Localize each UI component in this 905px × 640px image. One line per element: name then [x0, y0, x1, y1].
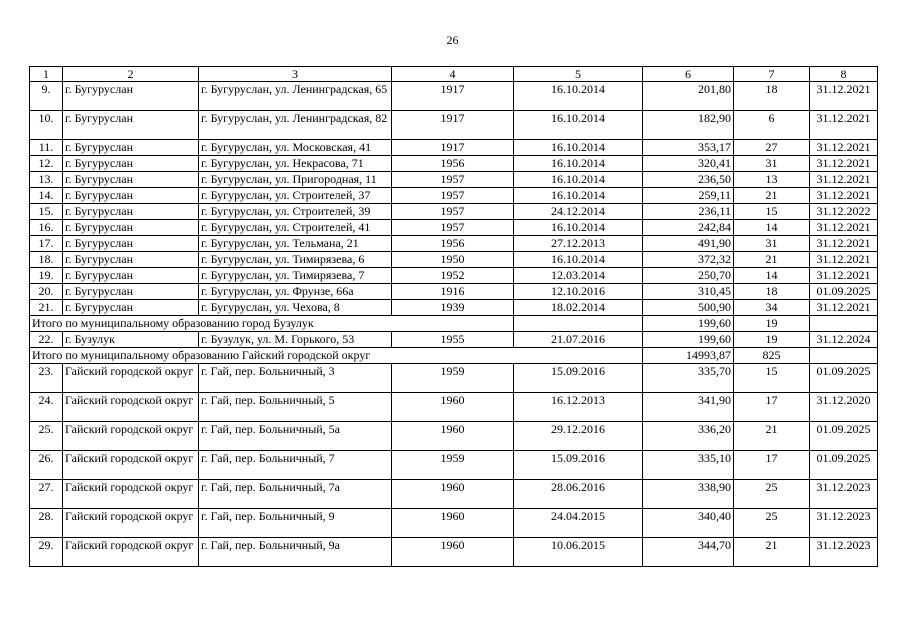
page-number: 26 [446, 33, 459, 47]
address-cell: г. Гай, пер. Больничный, 5а [199, 422, 392, 451]
date-cell: 24.12.2014 [514, 204, 643, 220]
date-cell: 16.10.2014 [514, 172, 643, 188]
people-cell: 17 [734, 451, 810, 480]
address-cell: г. Гай, пер. Больничный, 9 [199, 509, 392, 538]
column-header: 1 [30, 67, 63, 82]
deadline-cell: 31.12.2023 [810, 509, 878, 538]
subtotal-area: 199,60 [643, 316, 734, 332]
table-row [30, 284, 878, 300]
year-cell: 1960 [392, 422, 514, 451]
row-number: 19. [30, 268, 63, 284]
municipality-cell: г. Бугуруслан [63, 172, 199, 188]
deadline-cell: 31.12.2021 [810, 220, 878, 236]
date-cell: 16.10.2014 [514, 140, 643, 156]
area-cell: 338,90 [643, 480, 734, 509]
address-cell: г. Бугуруслан, ул. Строителей, 39 [199, 204, 392, 220]
deadline-cell: 31.12.2021 [810, 188, 878, 204]
date-cell: 28.06.2016 [514, 480, 643, 509]
area-cell: 310,45 [643, 284, 734, 300]
deadline-cell: 31.12.2023 [810, 538, 878, 567]
deadline-cell: 01.09.2025 [810, 364, 878, 393]
people-cell: 19 [734, 332, 810, 348]
year-cell: 1917 [392, 82, 514, 111]
column-header: 2 [63, 67, 199, 82]
address-cell: г. Бугуруслан, ул. Тимирязева, 6 [199, 252, 392, 268]
row-number: 12. [30, 156, 63, 172]
address-cell: г. Бугуруслан, ул. Ленинградская, 82 [199, 111, 392, 140]
table-row [30, 156, 878, 172]
deadline-cell: 31.12.2021 [810, 236, 878, 252]
people-cell: 15 [734, 364, 810, 393]
area-cell: 236,50 [643, 172, 734, 188]
year-cell: 1956 [392, 156, 514, 172]
subtotal-area: 14993,87 [643, 348, 734, 364]
row-number: 27. [30, 480, 63, 509]
address-cell: г. Гай, пер. Больничный, 7 [199, 451, 392, 480]
people-cell: 21 [734, 538, 810, 567]
area-cell: 341,90 [643, 393, 734, 422]
address-cell: г. Бугуруслан, ул. Строителей, 41 [199, 220, 392, 236]
row-number: 22. [30, 332, 63, 348]
year-cell: 1916 [392, 284, 514, 300]
year-cell: 1959 [392, 451, 514, 480]
date-cell: 12.03.2014 [514, 268, 643, 284]
address-cell: г. Гай, пер. Больничный, 7а [199, 480, 392, 509]
municipality-cell: г. Бугуруслан [63, 268, 199, 284]
column-header: 8 [810, 67, 878, 82]
year-cell: 1957 [392, 172, 514, 188]
year-cell: 1917 [392, 111, 514, 140]
address-cell: г. Бугуруслан, ул. Пригородная, 11 [199, 172, 392, 188]
address-cell: г. Бугуруслан, ул. Тельмана, 21 [199, 236, 392, 252]
table-row [30, 538, 878, 567]
year-cell: 1960 [392, 509, 514, 538]
deadline-cell: 31.12.2021 [810, 82, 878, 111]
table-row [30, 172, 878, 188]
municipality-cell: Гайский городской округ [63, 480, 199, 509]
deadline-cell: 31.12.2021 [810, 172, 878, 188]
people-cell: 13 [734, 172, 810, 188]
table-body [30, 67, 878, 567]
deadline-cell: 01.09.2025 [810, 451, 878, 480]
people-cell: 21 [734, 422, 810, 451]
address-cell: г. Бугуруслан, ул. Строителей, 37 [199, 188, 392, 204]
row-number: 21. [30, 300, 63, 316]
subtotal-row [30, 348, 878, 364]
area-cell: 344,70 [643, 538, 734, 567]
row-number: 14. [30, 188, 63, 204]
subtotal-people: 825 [734, 348, 810, 364]
municipality-cell: г. Бугуруслан [63, 252, 199, 268]
municipality-cell: г. Бугуруслан [63, 300, 199, 316]
empty-cell [810, 348, 878, 364]
people-cell: 21 [734, 188, 810, 204]
housing-registry-table [29, 66, 878, 567]
municipality-cell: г. Бугуруслан [63, 82, 199, 111]
table-row [30, 188, 878, 204]
area-cell: 259,11 [643, 188, 734, 204]
area-cell: 182,90 [643, 111, 734, 140]
date-cell: 16.12.2013 [514, 393, 643, 422]
row-number: 24. [30, 393, 63, 422]
area-cell: 250,70 [643, 268, 734, 284]
table-row [30, 364, 878, 393]
row-number: 16. [30, 220, 63, 236]
table-row [30, 252, 878, 268]
people-cell: 18 [734, 82, 810, 111]
date-cell: 16.10.2014 [514, 156, 643, 172]
empty-cell [514, 316, 643, 332]
year-cell: 1952 [392, 268, 514, 284]
municipality-cell: Гайский городской округ [63, 364, 199, 393]
table-row [30, 268, 878, 284]
address-cell: г. Бузулук, ул. М. Горького, 53 [199, 332, 392, 348]
date-cell: 15.09.2016 [514, 364, 643, 393]
address-cell: г. Гай, пер. Больничный, 9а [199, 538, 392, 567]
date-cell: 16.10.2014 [514, 252, 643, 268]
table-row [30, 220, 878, 236]
year-cell: 1950 [392, 252, 514, 268]
row-number: 17. [30, 236, 63, 252]
area-cell: 336,20 [643, 422, 734, 451]
year-cell: 1917 [392, 140, 514, 156]
date-cell: 21.07.2016 [514, 332, 643, 348]
municipality-cell: Гайский городской округ [63, 509, 199, 538]
people-cell: 17 [734, 393, 810, 422]
table-row [30, 236, 878, 252]
year-cell: 1955 [392, 332, 514, 348]
row-number: 26. [30, 451, 63, 480]
address-cell: г. Бугуруслан, ул. Московская, 41 [199, 140, 392, 156]
area-cell: 236,11 [643, 204, 734, 220]
year-cell: 1956 [392, 236, 514, 252]
deadline-cell: 31.12.2021 [810, 156, 878, 172]
date-cell: 15.09.2016 [514, 451, 643, 480]
column-header: 7 [734, 67, 810, 82]
municipality-cell: г. Бугуруслан [63, 284, 199, 300]
area-cell: 372,32 [643, 252, 734, 268]
table-row [30, 509, 878, 538]
municipality-cell: Гайский городской округ [63, 393, 199, 422]
deadline-cell: 31.12.2021 [810, 140, 878, 156]
people-cell: 6 [734, 111, 810, 140]
row-number: 11. [30, 140, 63, 156]
deadline-cell: 31.12.2021 [810, 111, 878, 140]
people-cell: 25 [734, 480, 810, 509]
column-header: 4 [392, 67, 514, 82]
area-cell: 340,40 [643, 509, 734, 538]
deadline-cell: 31.12.2021 [810, 300, 878, 316]
date-cell: 24.04.2015 [514, 509, 643, 538]
people-cell: 25 [734, 509, 810, 538]
subtotal-people: 19 [734, 316, 810, 332]
subtotal-label: Итого по муниципальному образованию город Бузулук [30, 316, 514, 332]
address-cell: г. Бугуруслан, ул. Чехова, 8 [199, 300, 392, 316]
area-cell: 201,80 [643, 82, 734, 111]
deadline-cell: 31.12.2024 [810, 332, 878, 348]
municipality-cell: г. Бугуруслан [63, 156, 199, 172]
address-cell: г. Бугуруслан, ул. Фрунзе, 66а [199, 284, 392, 300]
row-number: 29. [30, 538, 63, 567]
deadline-cell: 31.12.2021 [810, 252, 878, 268]
address-cell: г. Гай, пер. Больничный, 5 [199, 393, 392, 422]
municipality-cell: г. Бугуруслан [63, 188, 199, 204]
table-row [30, 393, 878, 422]
people-cell: 21 [734, 252, 810, 268]
area-cell: 320,41 [643, 156, 734, 172]
row-number: 28. [30, 509, 63, 538]
date-cell: 12.10.2016 [514, 284, 643, 300]
people-cell: 34 [734, 300, 810, 316]
table-row [30, 451, 878, 480]
date-cell: 16.10.2014 [514, 188, 643, 204]
row-number: 25. [30, 422, 63, 451]
year-cell: 1957 [392, 188, 514, 204]
empty-cell [810, 316, 878, 332]
address-cell: г. Бугуруслан, ул. Ленинградская, 65 [199, 82, 392, 111]
deadline-cell: 01.09.2025 [810, 284, 878, 300]
municipality-cell: г. Бугуруслан [63, 204, 199, 220]
table-row [30, 480, 878, 509]
address-cell: г. Бугуруслан, ул. Тимирязева, 7 [199, 268, 392, 284]
municipality-cell: г. Бугуруслан [63, 140, 199, 156]
column-header: 5 [514, 67, 643, 82]
municipality-cell: г. Бугуруслан [63, 220, 199, 236]
area-cell: 500,90 [643, 300, 734, 316]
deadline-cell: 31.12.2023 [810, 480, 878, 509]
deadline-cell: 31.12.2022 [810, 204, 878, 220]
table-row [30, 422, 878, 451]
subtotal-row [30, 316, 878, 332]
date-cell: 10.06.2015 [514, 538, 643, 567]
date-cell: 16.10.2014 [514, 111, 643, 140]
table-row [30, 111, 878, 140]
row-number: 18. [30, 252, 63, 268]
people-cell: 18 [734, 284, 810, 300]
year-cell: 1957 [392, 204, 514, 220]
municipality-cell: Гайский городской округ [63, 422, 199, 451]
people-cell: 14 [734, 268, 810, 284]
column-number-row [30, 67, 878, 82]
year-cell: 1959 [392, 364, 514, 393]
row-number: 23. [30, 364, 63, 393]
people-cell: 31 [734, 236, 810, 252]
area-cell: 491,90 [643, 236, 734, 252]
municipality-cell: г. Бугуруслан [63, 111, 199, 140]
year-cell: 1939 [392, 300, 514, 316]
year-cell: 1957 [392, 220, 514, 236]
area-cell: 353,17 [643, 140, 734, 156]
municipality-cell: Гайский городской округ [63, 538, 199, 567]
area-cell: 199,60 [643, 332, 734, 348]
address-cell: г. Гай, пер. Больничный, 3 [199, 364, 392, 393]
table-row [30, 204, 878, 220]
date-cell: 16.10.2014 [514, 82, 643, 111]
table-row [30, 82, 878, 111]
date-cell: 29.12.2016 [514, 422, 643, 451]
municipality-cell: г. Бугуруслан [63, 236, 199, 252]
column-header: 3 [199, 67, 392, 82]
area-cell: 242,84 [643, 220, 734, 236]
deadline-cell: 01.09.2025 [810, 422, 878, 451]
year-cell: 1960 [392, 480, 514, 509]
area-cell: 335,70 [643, 364, 734, 393]
deadline-cell: 31.12.2020 [810, 393, 878, 422]
people-cell: 27 [734, 140, 810, 156]
row-number: 10. [30, 111, 63, 140]
row-number: 20. [30, 284, 63, 300]
column-header: 6 [643, 67, 734, 82]
area-cell: 335,10 [643, 451, 734, 480]
address-cell: г. Бугуруслан, ул. Некрасова, 71 [199, 156, 392, 172]
municipality-cell: Гайский городской округ [63, 451, 199, 480]
date-cell: 27.12.2013 [514, 236, 643, 252]
date-cell: 16.10.2014 [514, 220, 643, 236]
table-row [30, 300, 878, 316]
people-cell: 14 [734, 220, 810, 236]
table-row [30, 140, 878, 156]
row-number: 15. [30, 204, 63, 220]
year-cell: 1960 [392, 393, 514, 422]
municipality-cell: г. Бузулук [63, 332, 199, 348]
row-number: 13. [30, 172, 63, 188]
table-row [30, 332, 878, 348]
people-cell: 15 [734, 204, 810, 220]
people-cell: 31 [734, 156, 810, 172]
date-cell: 18.02.2014 [514, 300, 643, 316]
subtotal-label: Итого по муниципальному образованию Гайский городской округ [30, 348, 643, 364]
row-number: 9. [30, 82, 63, 111]
year-cell: 1960 [392, 538, 514, 567]
deadline-cell: 31.12.2021 [810, 268, 878, 284]
